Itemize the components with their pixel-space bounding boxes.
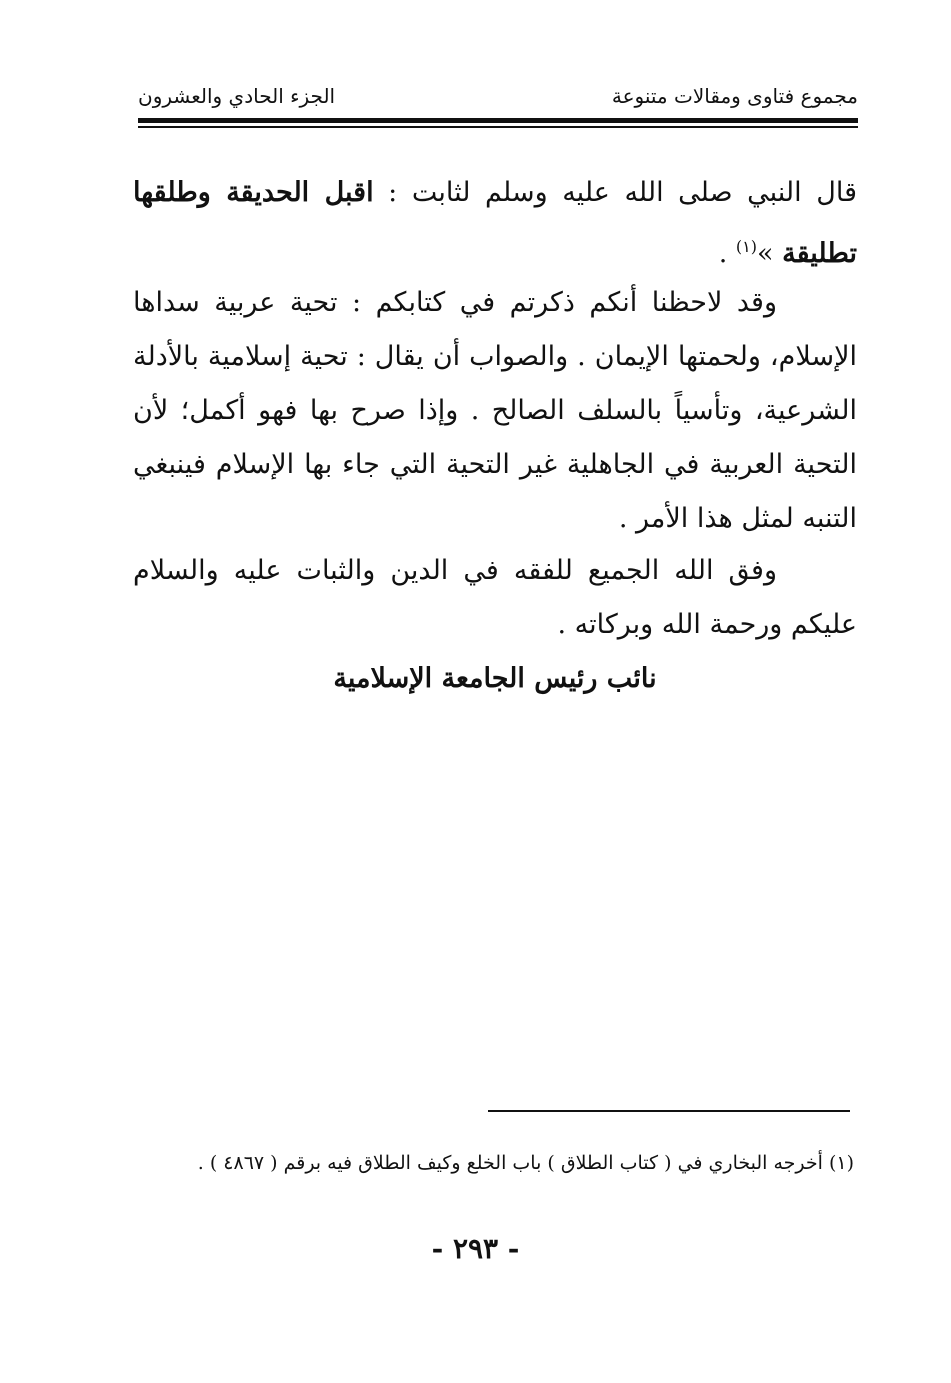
running-header bbox=[138, 84, 858, 110]
paragraph-1 bbox=[133, 166, 857, 281]
signature: نائب رئيس الجامعة الإسلامية bbox=[333, 663, 657, 694]
page-number: - ٢٩٣ - bbox=[431, 1232, 520, 1265]
footnote-marker: (١) bbox=[735, 237, 757, 256]
footnote-rule bbox=[488, 1110, 850, 1112]
paragraph-3: وفق الله الجميع للفقه في الدين والثبات عليه والسلام عليكم ورحمة الله وبركاته . bbox=[133, 555, 857, 640]
paragraph-1-text: قال النبي صلى الله عليه وسلم لثابت : bbox=[373, 177, 857, 208]
hadith-quote: اقبل الحديقة وطلقها تطليقة bbox=[133, 177, 857, 269]
header-rule-thick bbox=[138, 118, 858, 123]
footnote: (١) أخرجه البخاري في ( كتاب الطلاق ) باب الخلع وكيف الطلاق فيه برقم ( ٤٨٦٧ ) . bbox=[197, 1152, 854, 1174]
header-book-title: مجموع فتاوى ومقالات متنوعة bbox=[611, 84, 858, 108]
quote-close: » bbox=[757, 238, 783, 269]
header-volume: الجزء الحادي والعشرون bbox=[138, 84, 336, 108]
header-rule-thin bbox=[138, 126, 858, 128]
paragraph-2: وقد لاحظنا أنكم ذكرتم في كتابكم : تحية عربية سداها الإسلام، ولحمتها الإيمان . والصواب أن يقال : تحية إسلامية بالأدلة الشرعية، وتأسياً بالسلف الصالح . وإذا صرح بها فهو أكمل؛ لأن التحية العربية في الجاهلية غير التحية التي جاء بها الإسلام فينبغي التنبه لمثل هذا الأمر . bbox=[133, 287, 857, 534]
paragraph-1-end: . bbox=[718, 238, 736, 269]
